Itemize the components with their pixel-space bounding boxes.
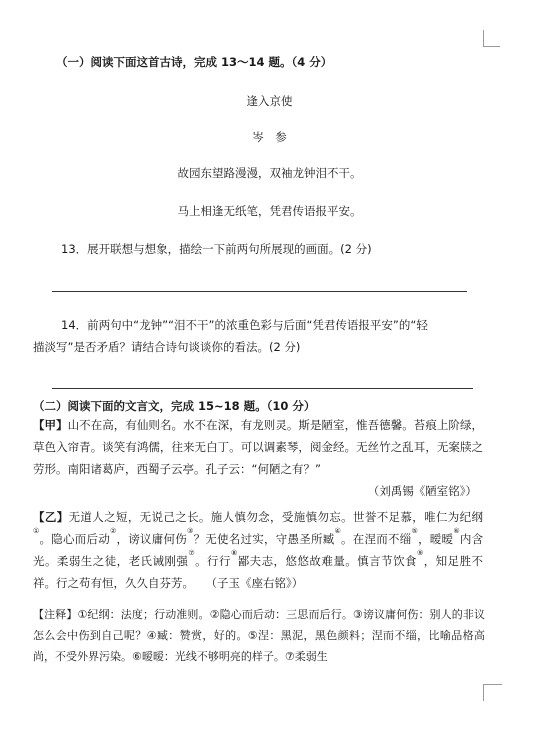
passage-yi-text-3: ，谤议庸何伤 bbox=[116, 532, 188, 546]
passage-jia bbox=[33, 414, 483, 502]
passage-yi bbox=[33, 506, 483, 594]
passage-yi-text-1: 无道人之短，无说己之长。施人慎勿念，受施慎勿忘。世誉不足慕，唯仁为纪纲 bbox=[68, 510, 484, 524]
passage-yi-source: （子玉《座右铭》） bbox=[211, 576, 304, 590]
footnote-ref-2: ② bbox=[110, 527, 117, 535]
margin-corner-mark-top bbox=[483, 30, 500, 47]
footnote-ref-8: ⑧ bbox=[230, 549, 238, 557]
notes-label: 【注释】 bbox=[33, 608, 78, 621]
footnote-ref-1: ① bbox=[33, 527, 40, 535]
footnote-ref-6: ⑥ bbox=[453, 527, 460, 535]
poem-author: 岑 参 bbox=[252, 130, 287, 144]
poem-line-1: 故园东望路漫漫，双袖龙钟泪不干。 bbox=[177, 166, 362, 180]
passage-jia-label: 【甲】 bbox=[33, 418, 68, 432]
notes-text: ①纪纲：法度；行动准则。②隐心而后动：三思而后行。③谤议庸何伤：别人的非议怎么会中伤到自己呢？④臧：赞赏，好的。⑤涅：黑泥，黑色颜料；涅而不缁，比喻品格高尚，不受外界污染。⑥暧暧：光线不够明亮的样子。⑦柔弱生 bbox=[33, 608, 486, 663]
poem-line-2: 马上相逢无纸笔，凭君传语报平安。 bbox=[177, 204, 362, 218]
footnote-ref-9: ⑨ bbox=[416, 549, 424, 557]
answer-line-13[interactable] bbox=[52, 291, 467, 292]
passage-yi-text-5: 。在涅而不缁 bbox=[341, 532, 412, 546]
passage-yi-text-10: ，知足胜不祥。行之苟有恒，久久自芬芳。 bbox=[33, 554, 484, 590]
passage-yi-label: 【乙】 bbox=[33, 510, 69, 524]
passage-jia-source: （刘禹锡《陋室铭》） bbox=[367, 484, 477, 498]
notes-block bbox=[33, 604, 485, 667]
question-14-line-1: 14．前两句中“龙钟”“泪不干”的浓重色彩与后面“凭君传语报平安”的“轻 bbox=[61, 318, 428, 332]
section1-heading: （一）阅读下面这首古诗，完成 13～14 题。（4 分） bbox=[56, 55, 333, 69]
poem-title: 逢入京使 bbox=[246, 94, 293, 108]
footnote-ref-4: ④ bbox=[334, 527, 342, 535]
passage-yi-text-4: ？无使名过实，守愚圣所臧 bbox=[193, 532, 335, 546]
question-14-line-2: 描淡写”是否矛盾？请结合诗句谈谈你的看法。(2 分) bbox=[33, 340, 301, 354]
section2-heading: （二）阅读下面的文言文，完成 15~18 题。（10 分） bbox=[33, 399, 316, 413]
answer-line-14[interactable] bbox=[52, 388, 473, 389]
passage-yi-text-9: 鄙夫志，悠悠故难量。慎言节饮食 bbox=[237, 554, 417, 568]
question-13: 13．展开联想与想象，描绘一下前两句所展现的画面。(2 分) bbox=[61, 242, 372, 256]
footnote-ref-3: ③ bbox=[187, 527, 194, 535]
passage-yi-text-7: 内含光。柔弱生之徒，老氏诫刚强 bbox=[33, 532, 484, 568]
passage-yi-text-8: 。行行 bbox=[195, 554, 231, 568]
passage-jia-text: 山不在高，有仙则名。水不在深，有龙则灵。斯是陋室，惟吾德馨。苔痕上阶绿，草色入帘青。谈笑有鸿儒，往来无白丁。可以调素琴，阅金经。无丝竹之乱耳，无案牍之劳形。南阳诸葛庐，西蜀子云亭。孔子云：“何陋之有？” bbox=[33, 418, 484, 476]
margin-corner-mark-bottom bbox=[483, 684, 502, 701]
passage-yi-text-2: 。隐心而后动 bbox=[39, 532, 111, 546]
passage-yi-text-6: ，暧暧 bbox=[418, 532, 454, 546]
footnote-ref-7: ⑦ bbox=[188, 549, 196, 557]
footnote-ref-5: ⑤ bbox=[411, 527, 419, 535]
